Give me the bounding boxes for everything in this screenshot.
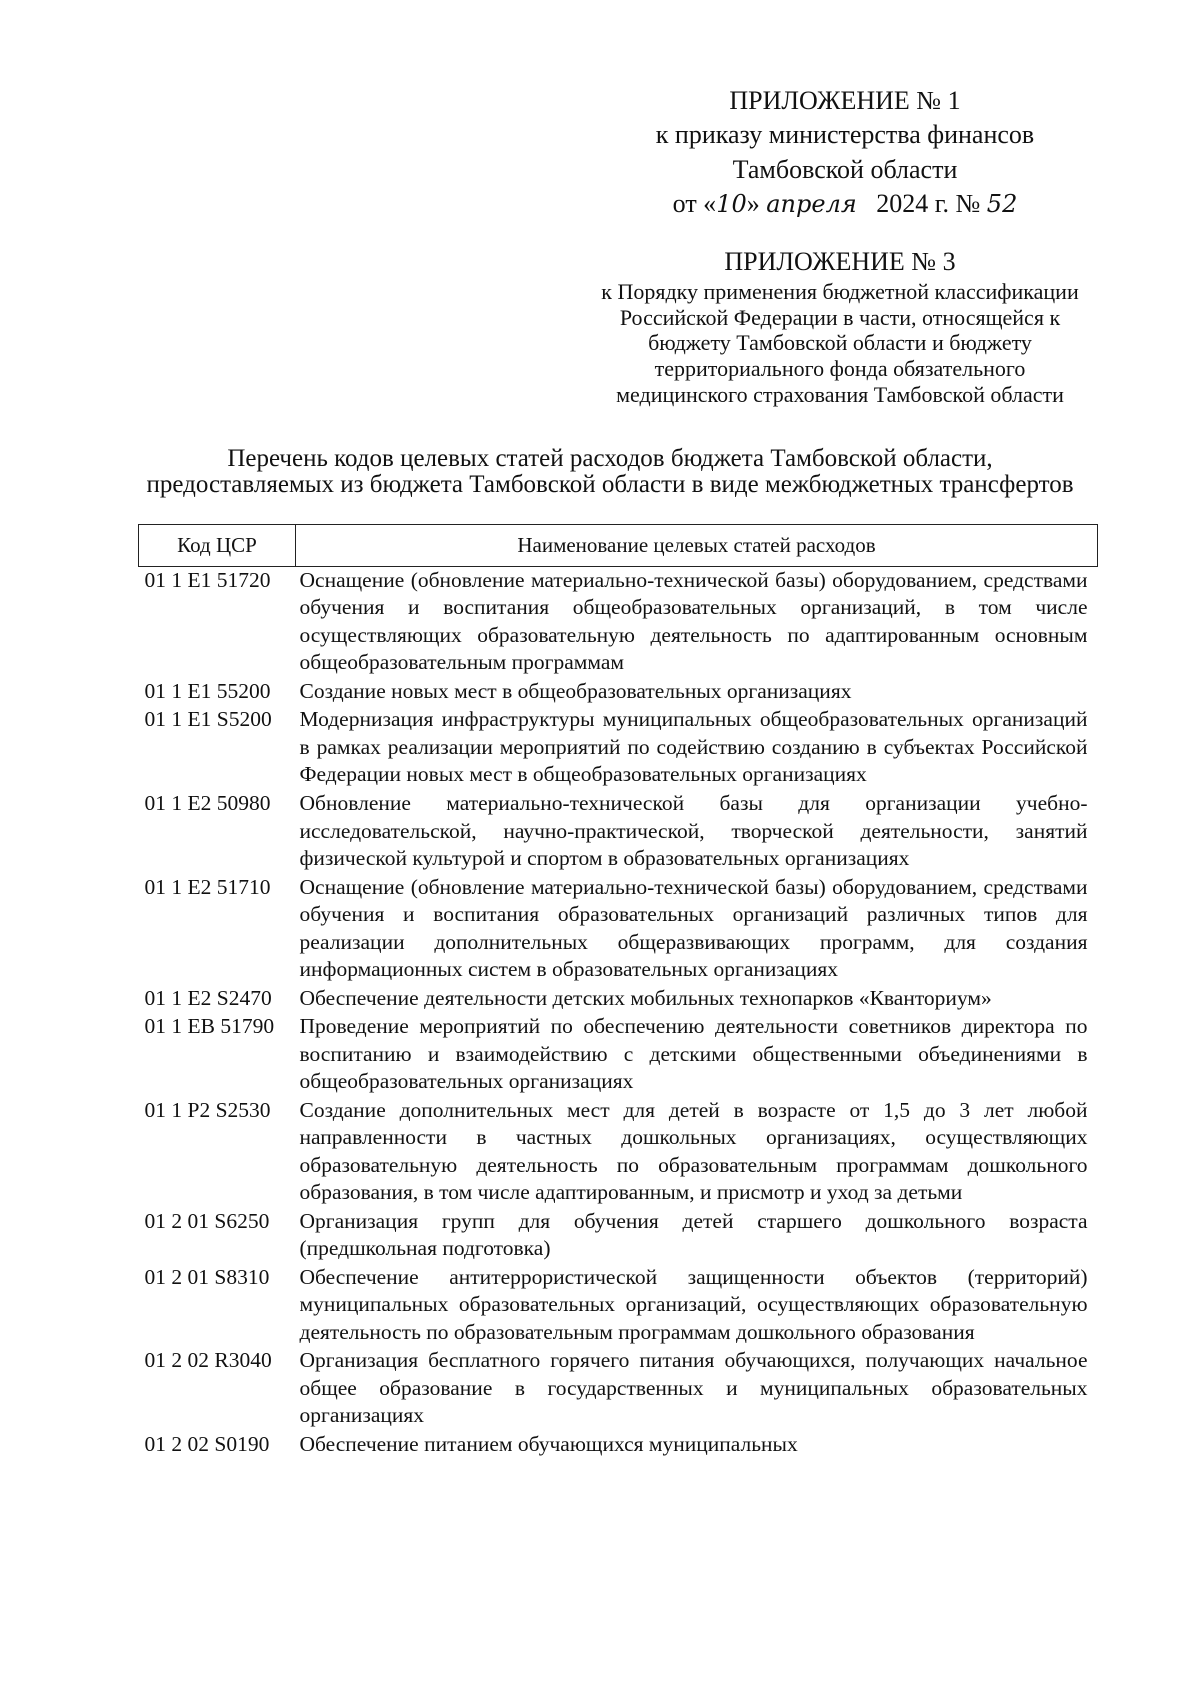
row-name: Проведение мероприятий по обеспечению деятельности советников директора по воспитанию и взаимодействию с детскими общественными объединениями в общеобразовательных организациях [299, 1014, 1088, 1094]
row-code: 01 1 E1 S5200 [144, 707, 272, 732]
row-code: 01 1 E2 S2470 [144, 985, 272, 1010]
table-row [139, 566, 1098, 678]
appendix-1-line-1: к приказу министерства финансов [655, 120, 1035, 150]
table-row [139, 1264, 1098, 1348]
table-row [139, 1208, 1098, 1264]
table-row [139, 985, 1098, 1014]
row-code: 01 1 EB 51790 [144, 1014, 275, 1039]
appendix-1-date-line [600, 187, 1090, 221]
appendix-3-line: бюджету Тамбовской области и бюджету [648, 330, 1032, 356]
row-name: Обеспечение питанием обучающихся муниципальных [299, 1431, 798, 1456]
table-row [139, 1431, 1098, 1460]
table-row [139, 1013, 1098, 1097]
row-name: Организация бесплатного горячего питания обучающихся, получающих начальное общее образование в государственных и муниципальных образовательных организациях [299, 1348, 1088, 1428]
table-row [139, 790, 1098, 874]
row-name: Оснащение (обновление материально-технической базы) оборудованием, средствами обучения и воспитания образовательных организаций различных типов для реализации дополнительных общеразвивающих программ, для создания информационных систем в образовательных организациях [299, 874, 1088, 982]
date-prefix: от « [672, 188, 717, 218]
appendix-3-line: к Порядку применения бюджетной классификации [601, 278, 1079, 304]
table-header-row [139, 525, 1098, 567]
date-year: 2024 г. № [876, 188, 981, 218]
appendix-3-line: медицинского страхования Тамбовской области [616, 381, 1064, 407]
date-month-handwritten: апреля [766, 189, 857, 218]
table-row [139, 706, 1098, 790]
row-name: Организация групп для обучения детей старшего дошкольного возраста (предшкольная подготовка) [299, 1208, 1088, 1261]
row-code: 01 2 02 R3040 [144, 1348, 272, 1373]
row-name: Обеспечение антитеррористической защищенности объектов (территорий) муниципальных образовательных организаций, осуществляющих образовательную деятельность по образовательным программам дошкольного образования [299, 1264, 1088, 1344]
table-row [139, 678, 1098, 707]
table-row [139, 1097, 1098, 1208]
row-name: Обеспечение деятельности детских мобильных технопарков «Кванториум» [299, 985, 992, 1010]
row-name: Обновление материально-технической базы для организации учебно-исследовательской, научно-практической, творческой деятельности, занятий физической культурой и спортом в образовательных организациях [299, 791, 1088, 871]
row-code: 01 1 E1 55200 [144, 678, 271, 703]
row-code: 01 2 01 S8310 [144, 1264, 270, 1289]
header-name: Наименование целевых статей расходов [296, 525, 1098, 567]
appendix-1-line-2: Тамбовской области [732, 154, 958, 184]
row-code: 01 1 E2 51710 [144, 874, 271, 899]
appendix-3-line: территориального фонда обязательного [654, 356, 1026, 381]
order-number-handwritten: 52 [986, 189, 1018, 218]
row-code: 01 1 E1 51720 [144, 567, 271, 592]
table-row [139, 874, 1098, 985]
table-row [139, 1347, 1098, 1431]
row-code: 01 1 P2 S2530 [144, 1097, 271, 1122]
appendix-3-title: ПРИЛОЖЕНИЕ № 3 [724, 247, 956, 276]
header-code: Код ЦСР [139, 525, 296, 567]
row-name: Модернизация инфраструктуры муниципальных общеобразовательных организаций в рамках реализации мероприятий по содействию созданию в субъектах Российской Федерации новых мест в общеобразовательных организациях [299, 707, 1088, 787]
date-mid: » [746, 188, 767, 218]
row-code: 01 2 02 S0190 [144, 1431, 270, 1456]
appendix-3-line: Российской Федерации в части, относящейся к [619, 304, 1061, 330]
appendix-1-title: ПРИЛОЖЕНИЕ № 1 [729, 86, 961, 115]
row-code: 01 1 E2 50980 [144, 791, 271, 815]
row-name: Создание дополнительных мест для детей в возрасте от 1,5 до 3 лет любой направленности в частных дошкольных организациях, осуществляющих образовательную деятельность по образовательным программам дошкольного образования, в том числе адаптированным, и присмотр и уход за детьми [299, 1097, 1088, 1205]
date-day-handwritten: 10 [716, 189, 747, 218]
document-title: Перечень кодов целевых статей расходов бюджета Тамбовской области, предоставляемых из бюджета Тамбовской области в виде межбюджетных трансфертов [146, 445, 1074, 499]
row-code: 01 2 01 S6250 [144, 1208, 270, 1233]
row-name: Оснащение (обновление материально-технической базы) оборудованием, средствами обучения и воспитания общеобразовательных организаций, в том числе осуществляющих образовательную деятельность по адаптированным основным общеобразовательным программам [299, 567, 1088, 675]
codes-table [138, 524, 1098, 1459]
appendix-1-block [600, 84, 1090, 221]
appendix-3-block [560, 245, 1120, 407]
row-name: Создание новых мест в общеобразовательных организациях [299, 678, 852, 703]
